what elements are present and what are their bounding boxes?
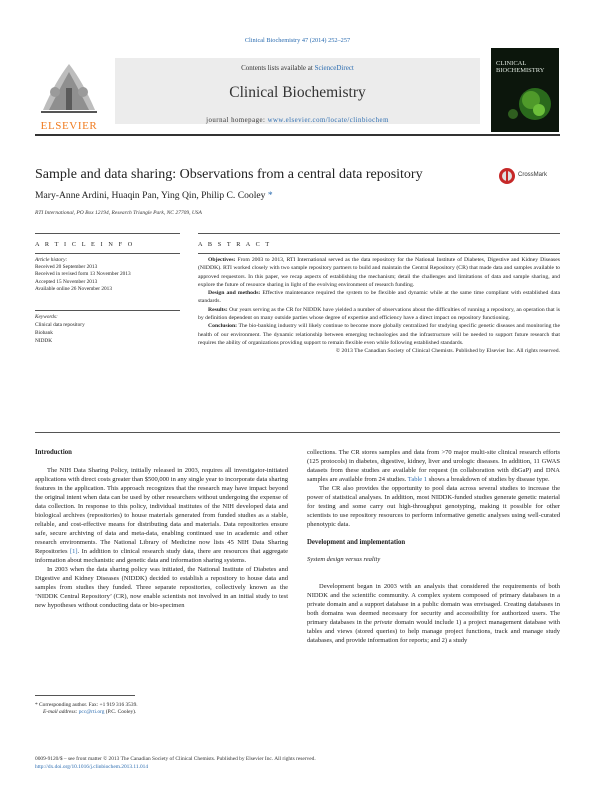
intro-p1-text-cont: . In addition to clinical research study data, there are resources that aggregate information about mechanistic and genetic data and information sharing systems. (35, 548, 288, 564)
abstract-conclusion: The bio-banking industry will likely continue to become more globally centralized for studying specific genetic diseases and monitoring the health of our environment. The dynamic relationship between emerging technologies and the infrastructure will be needed to support future research that requires the ability of organizations providing support to remain flexible even while following established standards. (198, 323, 560, 346)
right-paragraph-2: The CR also provides the opportunity to pool data across several studies to increase the power of statistical analyses. In addition, most NIDDK-funded studies generate genetic material for testing and some carry out high-throughput genotyping, making it possible for other scientists to use repository resources to perform informative genetic analyses using well-curated phenotypic data. (307, 485, 560, 528)
abstract-rule-lower (198, 253, 560, 254)
corresponding-author-footnote (35, 702, 295, 716)
history-revised: Received in revised form 13 November 2013 (35, 271, 131, 278)
contents-line (115, 64, 480, 72)
reference-link-1[interactable]: [1] (69, 548, 78, 555)
intro-paragraph-1 (35, 466, 288, 565)
front-matter-rule (35, 432, 560, 433)
keyword-item: Biobank (35, 330, 53, 336)
introduction-heading: Introduction (35, 449, 72, 456)
article-title: Sample and data sharing: Observations from a central data repository (35, 167, 423, 182)
table-1-link[interactable]: Table 1 (407, 476, 428, 483)
author-names: Mary-Anne Ardini, Huaqin Pan, Ying Qin, Philip C. Cooley (35, 190, 266, 201)
crossmark-icon (498, 167, 516, 185)
journal-cover-image (491, 48, 559, 132)
abstract-objectives-head: Objectives: (208, 257, 236, 263)
keywords (35, 313, 185, 345)
affiliation: RTI International, PO Box 12194, Research Triangle Park, NC 27709, USA (35, 210, 202, 216)
abstract-results: Our years serving as the CR for NIDDK have yielded a number of observations about the difficulties of running a repository, an operation that is by definition dependent on many outside parties whose degree of expertise and efficiency have a direct impact on repository functioning. (198, 306, 560, 322)
elsevier-tree-logo (35, 52, 103, 130)
article-info-heading: A R T I C L E I N F O (35, 241, 135, 248)
email-suffix: (P.C. Cooley). (104, 709, 137, 715)
dev-p1-text-cont: domain would include 1) a project management database with tables and views (stored queries) to help manage project functions, track and manage study databases, and provide information for reports; and 2) a study (307, 619, 560, 644)
abstract-rule (198, 233, 560, 234)
elsevier-wordmark: ELSEVIER (40, 120, 98, 132)
cover-title: CLINICAL BIOCHEMISTRY (496, 60, 545, 74)
history-online: Available online 26 November 2013 (35, 285, 112, 292)
development-paragraph-1 (307, 582, 560, 645)
contents-prefix: Contents lists available at (241, 64, 315, 72)
sciencedirect-link[interactable]: ScienceDirect (314, 64, 354, 72)
body-column-left (35, 448, 288, 610)
footnote-rule (35, 695, 135, 696)
keywords-rule (35, 310, 180, 311)
journal-title: Clinical Biochemistry (229, 84, 366, 101)
header-rule (35, 134, 560, 136)
abstract-objectives: From 2003 to 2013, RTI International served as the data repository for the National Institute of Diabetes, Digestive and Kidney Diseases (NIDDK). RTI worked closely with two sample repository partners to build and maintain the Central Repository (CR) that made data and samples available to approved requestors. In this paper, we recap aspects of establishing the mechanism; detail the challenges and limitations of data and sample sharing, and explore the future of resource sharing in light of the evolving environment of research funding. (198, 257, 560, 288)
crossmark-badge[interactable] (498, 167, 558, 187)
abstract-design-head: Design and methods: (208, 290, 261, 297)
right-p1-text: collections. The CR stores samples and data from >70 major multi-site clinical research efforts (125 protocols) in diabetes, digestive, kidney, liver and urologic diseases. In addition, 11 GWAS datasets from these studies are available for request (in collaboration with dbGaP) and DNA samples are available from 24 studies. (307, 449, 560, 483)
abstract-conclusion-head: Conclusion: (208, 323, 238, 330)
email-label: E-mail address: (43, 709, 78, 715)
intro-paragraph-2: In 2003 when the data sharing policy was initiated, the National Institute of Diabetes and Digestive and Kidney Diseases (NIDDK) decided to establish a repository to house data and samples from studies they funded. Three separate repositories, collectively known as the ‘NIDDK Central Repository’ (CR), now enable scientists not involved in an initial study to test new hypotheses without conducting data or bio-specimen (35, 566, 288, 609)
dev-p1-text: Development began in 2003 with an analysis that considered the requirements of both NIDDK and the scientific community. A complex system composed of primary databases in a private domain and a support database in a public domain was envisaged. Creating databases in both domains was deemed necessary for security and accessibility for authorized users. The primary databases in the (307, 583, 560, 626)
author-list (35, 190, 273, 201)
corresponding-author-mark[interactable]: * (265, 190, 273, 201)
abstract-copyright: © 2013 The Canadian Society of Clinical Chemists. Published by Elsevier Inc. All rights reserved. (335, 348, 560, 355)
keyword-item: Clinical data repository (35, 322, 85, 328)
abstract-results-head: Results: (208, 306, 228, 313)
history-heading: Article history: (35, 257, 68, 263)
right-p1-text-cont: shows a breakdown of studies by disease type. (427, 476, 550, 483)
abstract-heading: A B S T R A C T (198, 241, 272, 248)
article-info-rule (35, 233, 180, 234)
journal-homepage (115, 117, 480, 124)
article-info-rule-lower (35, 253, 180, 254)
homepage-link[interactable]: www.elsevier.com/locate/clinbiochem (267, 117, 389, 124)
right-paragraph-1 (307, 448, 560, 484)
doi-link[interactable]: http://dx.doi.org/10.1016/j.clinbiochem.2013.11.014 (35, 764, 149, 770)
page-footer (35, 755, 560, 771)
history-accepted: Accepted 15 November 2013 (35, 278, 98, 285)
article-history (35, 257, 185, 293)
history-received: Received 20 September 2013 (35, 264, 98, 271)
keyword-item: NIDDK (35, 338, 53, 344)
dev-p1-emphasis: private (374, 619, 393, 626)
body-column-right (307, 448, 560, 645)
abstract-body (198, 256, 560, 356)
email-link[interactable]: pcc@rti.org (77, 709, 105, 715)
footnote-mark: * (35, 702, 40, 708)
keywords-heading: Keywords: (35, 314, 58, 320)
abstract-design: Effective maintenance required the system to be flexible and dynamic while at the same time compliant with established data standards. (198, 290, 560, 305)
system-design-subheading: System design versus reality (307, 556, 381, 563)
crossmark-label: CrossMark (518, 172, 548, 178)
issn-line: 0009-9120/$ – see front matter © 2013 The Canadian Society of Clinical Chemists. Published by Elsevier Inc. All rights reserved. (35, 756, 316, 762)
development-heading: Development and implementation (307, 539, 406, 546)
intro-p1-text: The NIH Data Sharing Policy, initially released in 2003, requires all investigator-initiated applications with direct costs greater than $500,000 in any single year to incorporate data sharing features in the application. This approach recognizes that the research may have impact beyond the original intent when data can be used by other researchers without undergoing the expense of data collection. In response to this policy, individual institutes of the NIH developed data and biological archives (repositories) to house materials generated from funded studies as a stable, reliable, and cost-effective means for distributing data and materials. Data repositories ensure safe, secure archiving of data and meta-data, enabling continued use in academic and other research environments. The National Library of Medicine now lists 45 NIH Data Sharing Repositories (35, 467, 288, 555)
footnote-corresponding: Corresponding author. Fax: +1 919 316 3539. (39, 702, 138, 708)
journal-citation[interactable]: Clinical Biochemistry 47 (2014) 252–257 (244, 37, 351, 44)
homepage-prefix: journal homepage: (206, 117, 268, 124)
